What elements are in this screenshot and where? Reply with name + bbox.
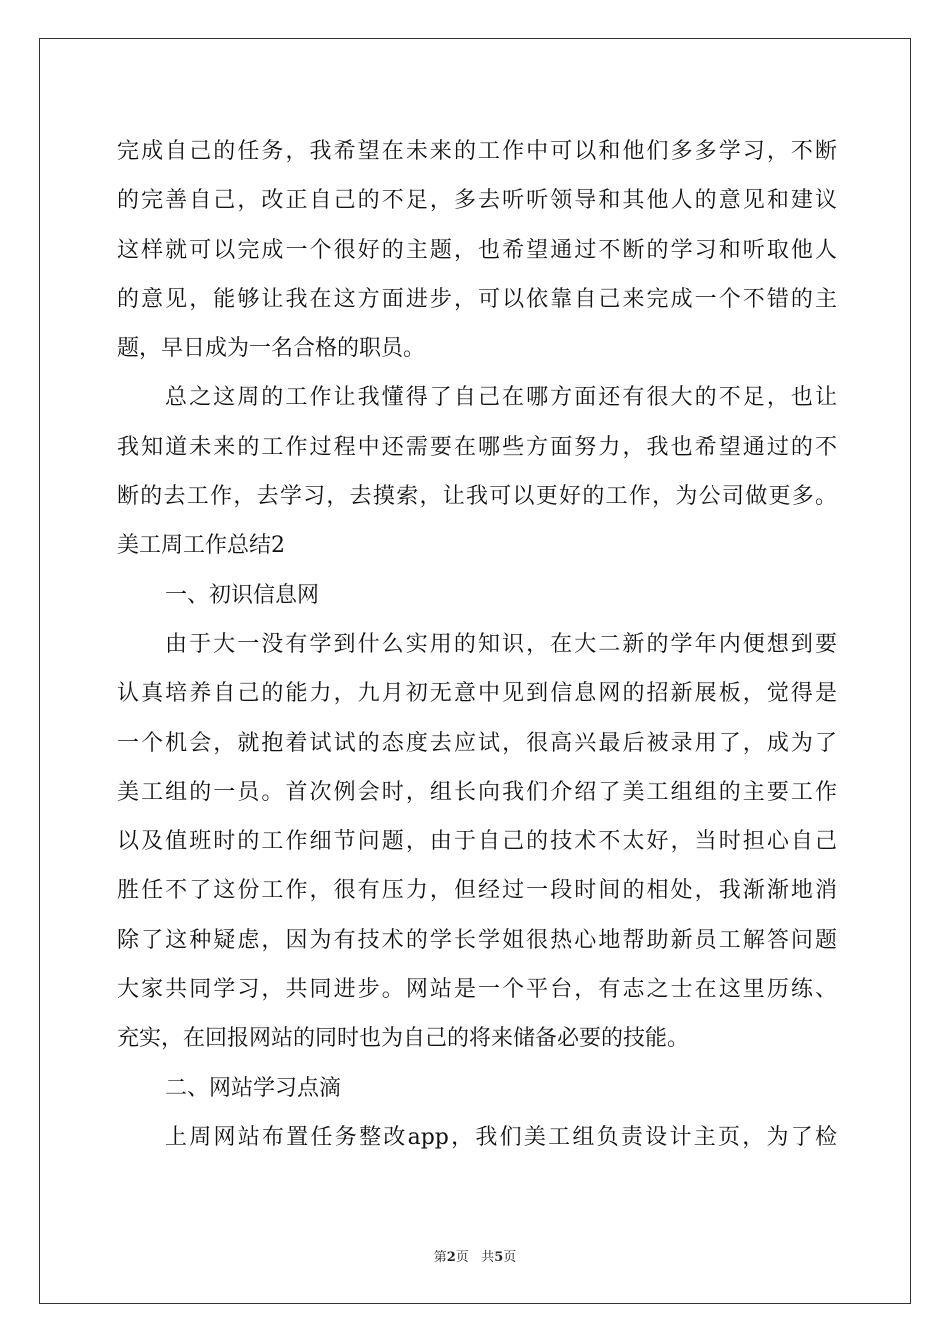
- footer-mid: 页 共: [455, 1250, 495, 1265]
- section-heading: 二、网站学习点滴: [165, 1075, 342, 1101]
- section-heading: 一、初识信息网: [165, 582, 320, 608]
- text-line: 这样就可以完成一个很好的主题，也希望通过不断的学习和听取他人: [117, 237, 837, 263]
- page-footer: [0, 1246, 950, 1265]
- text-line: 大家共同学习，共同进步。网站是一个平台，有志之士在这里历练、: [117, 977, 837, 1003]
- footer-suffix: 页: [503, 1250, 517, 1265]
- text-line: 完成自己的任务，我希望在未来的工作中可以和他们多多学习，不断: [117, 139, 837, 164]
- text-line: 以及值班时的工作细节问题，由于自己的技术不太好，当时担心自己: [117, 829, 837, 855]
- text-line: 一个机会，就抱着试试的态度去应试，很高兴最后被录用了，成为了: [117, 730, 837, 756]
- text-line: 认真培养自己的能力，九月初无意中见到信息网的招新展板，觉得是: [117, 681, 837, 707]
- text-line: 上周网站布置任务整改app，我们美工组负责设计主页，为了检: [165, 1124, 837, 1150]
- text-line: 胜任不了这份工作，很有压力，但经过一段时间的相处，我渐渐地消: [117, 878, 837, 904]
- text-line: 的完善自己，改正自己的不足，多去听听领导和其他人的意见和建议: [117, 188, 837, 214]
- section-title: 美工周工作总结2: [117, 533, 285, 559]
- total-page-number: 5: [494, 1250, 504, 1265]
- footer-prefix: 第: [433, 1250, 447, 1265]
- text-line: 充实，在回报网站的同时也为自己的将来储备必要的技能。: [117, 1026, 690, 1052]
- text-line: 美工组的一员。首次例会时，组长向我们介绍了美工组组的主要工作: [117, 779, 837, 805]
- text-line: 由于大一没有学到什么实用的知识，在大二新的学年内便想到要: [165, 631, 837, 657]
- document-body: [117, 127, 837, 1162]
- text-line: 总之这周的工作让我懂得了自己在哪方面还有很大的不足，也让: [165, 385, 837, 411]
- text-line: 的意见，能够让我在这方面进步，可以依靠自己来完成一个不错的主: [117, 286, 837, 312]
- current-page-number: 2: [446, 1250, 456, 1265]
- text-line: 题，早日成为一名合格的职员。: [117, 336, 426, 362]
- text-line: 断的去工作，去学习，去摸索，让我可以更好的工作，为公司做更多。: [117, 484, 837, 510]
- text-line: 除了这种疑虑，因为有技术的学长学姐很热心地帮助新员工解答问题: [117, 927, 837, 953]
- text-line: 我知道未来的工作过程中还需要在哪些方面努力，我也希望通过的不: [117, 434, 837, 460]
